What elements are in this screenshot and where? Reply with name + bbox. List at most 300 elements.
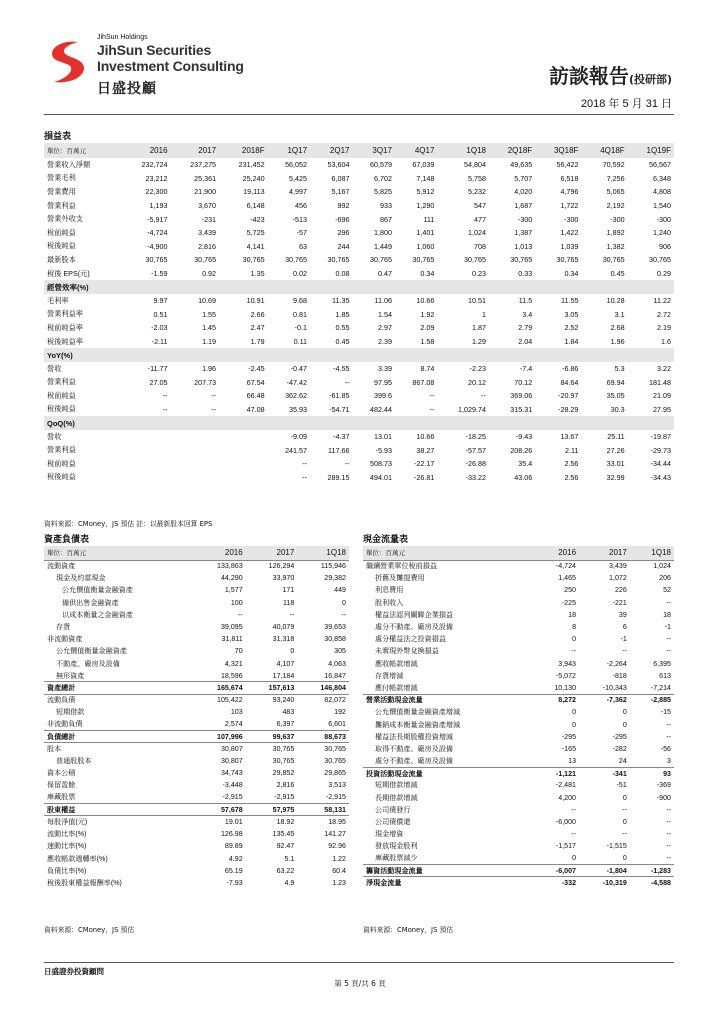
table-cell: -341 [579, 767, 630, 779]
table-cell: 6 [622, 623, 627, 632]
row-label: 公司債償還 [375, 818, 411, 827]
table-cell: -9.09 [290, 432, 308, 442]
group-title: QoQ(%) [44, 416, 674, 430]
row-label: 營業收入淨額 [47, 159, 91, 169]
table-cell: 0.23 [471, 269, 486, 279]
row-label: 公司債發行 [375, 805, 411, 814]
table-cell: -5,917 [147, 214, 168, 224]
table-row [363, 609, 674, 621]
table-cell: -33.22 [465, 472, 486, 482]
group-header-row [44, 280, 674, 294]
table-cell: 1,072 [609, 574, 627, 583]
row-label: 存貨增減 [375, 671, 404, 680]
table-row [363, 621, 674, 633]
table-row [44, 376, 674, 390]
table-cell: -- [289, 610, 295, 619]
table-cell: -34.43 [650, 472, 671, 482]
table-cell: -165 [561, 744, 577, 753]
table-cell: -- [429, 391, 435, 401]
table-cell: 5,825 [373, 187, 392, 197]
report-title-text: 訪談報告 [548, 64, 629, 88]
table-cell: 82,072 [297, 694, 349, 706]
table-row [44, 294, 674, 308]
table-cell: 29,382 [324, 574, 346, 583]
row-label: 資本公積 [47, 769, 76, 778]
table-row [44, 840, 349, 852]
table-cell: 6,702 [373, 173, 392, 183]
table-cell: 613 [659, 671, 671, 680]
table-cell: 2.04 [518, 337, 533, 347]
table-cell: 115,946 [297, 560, 349, 572]
table-cell: -6,000 [555, 818, 577, 827]
table-cell: -332 [532, 877, 579, 889]
row-label: 資產總計 [44, 682, 194, 694]
table-cell: 241.57 [285, 445, 308, 455]
table-cell: 0 [342, 598, 346, 607]
table-cell: 9.68 [293, 296, 308, 306]
table-row [44, 633, 349, 645]
row-label: 短期借款增減 [375, 781, 418, 790]
table-cell: -818 [612, 671, 627, 680]
table-cell: 1.45 [202, 323, 217, 333]
row-label: 處分不動產、廠房及設備 [375, 623, 454, 632]
row-label: 流動資產 [44, 560, 194, 572]
table-cell: 18,596 [220, 671, 243, 680]
table-cell: 2,816 [198, 241, 217, 251]
balance-title: 資產負債表 [44, 535, 90, 545]
table-cell: 60.4 [332, 866, 346, 875]
table-cell: 89.89 [224, 842, 243, 851]
table-row [44, 158, 674, 172]
table-cell: -15 [660, 708, 671, 717]
column-header: 4Q17 [395, 143, 437, 158]
row-label: 現金及約當現金 [56, 574, 106, 583]
header-row [44, 143, 674, 158]
table-cell: -300 [656, 214, 671, 224]
table-cell: 33.01 [606, 459, 625, 469]
brand-chinese: 日盛投顧 [97, 81, 157, 97]
table-cell: 0 [572, 708, 577, 717]
balance-sheet-table [44, 546, 349, 889]
income-title: 損益表 [44, 132, 72, 142]
table-cell: -1,804 [579, 865, 630, 877]
table-cell: 30,765 [463, 255, 486, 265]
table-cell: 27.05 [149, 377, 168, 387]
table-cell: 1.92 [420, 309, 435, 319]
table-cell: 494.01 [369, 472, 392, 482]
table-cell: -900 [656, 793, 671, 802]
table-row [44, 240, 674, 254]
row-label: 處分不動產、廠房及設備 [375, 756, 454, 765]
table-cell: -0.47 [290, 364, 308, 374]
table-cell: 2,574 [224, 720, 243, 729]
table-cell: -- [666, 805, 671, 814]
table-cell: 3,943 [558, 659, 577, 668]
row-label: 負債比率(%) [47, 866, 87, 875]
table-cell: 13.01 [373, 432, 392, 442]
table-cell: 1,240 [653, 228, 671, 238]
table-cell [122, 471, 171, 485]
table-cell: 1.29 [471, 337, 486, 347]
table-cell: 206 [659, 574, 671, 583]
table-cell: -1 [664, 623, 671, 632]
table-cell: 11.55 [560, 296, 579, 306]
table-row [363, 877, 674, 889]
table-cell: 165,674 [194, 682, 246, 694]
row-label: 營業費用 [47, 186, 76, 196]
table-cell: 117.66 [328, 445, 350, 455]
table-cell: 231,452 [238, 160, 265, 170]
table-cell: 3,670 [198, 201, 217, 211]
table-cell: 5.3 [614, 364, 625, 374]
table-cell: 3,439 [579, 560, 630, 572]
table-cell: -- [571, 647, 577, 656]
table-cell: 70 [234, 647, 243, 656]
table-cell [219, 457, 268, 471]
row-label: 營業利益 [47, 377, 76, 387]
table-cell: 0.33 [518, 269, 533, 279]
table-cell: 5.1 [284, 854, 295, 863]
table-cell: 547 [473, 201, 486, 211]
row-label: 短期借款 [56, 708, 85, 717]
row-label: 繼續營業單位稅前損益 [363, 560, 532, 572]
table-cell: 2,816 [276, 781, 295, 790]
table-cell: -- [622, 805, 627, 814]
table-row [44, 457, 674, 471]
row-label: 稅前純益 [47, 390, 76, 400]
table-cell: 11.5 [518, 296, 533, 306]
table-row [363, 584, 674, 596]
brand-holdings: JihSun Holdings [97, 34, 148, 41]
table-cell: 1,892 [606, 228, 625, 238]
table-cell: 0.45 [335, 337, 350, 347]
table-cell: -4.37 [333, 432, 350, 442]
table-cell: 250 [564, 586, 577, 595]
table-cell: 63.22 [276, 866, 295, 875]
table-cell: 4,796 [560, 187, 579, 197]
table-cell: 6,518 [560, 173, 579, 183]
table-cell: 99,637 [246, 731, 298, 743]
table-cell: -- [666, 732, 671, 741]
table-cell: 103 [230, 708, 243, 717]
table-row [44, 804, 349, 816]
header-row [44, 546, 349, 560]
table-row [44, 828, 349, 840]
row-label: 稅前純益 [47, 458, 76, 468]
table-cell: 1,060 [416, 241, 435, 251]
table-cell: -34.44 [650, 459, 671, 469]
table-row [363, 804, 674, 816]
row-label: 稅後純益 [47, 472, 76, 482]
table-cell: 10.28 [606, 296, 625, 306]
table-cell: -5,072 [555, 671, 577, 680]
table-cell: -19.87 [650, 432, 671, 442]
table-cell [171, 443, 220, 457]
table-cell: -231 [201, 214, 217, 224]
table-cell: 4.9 [284, 878, 295, 887]
table-cell: 27.26 [606, 445, 625, 455]
table-row [363, 853, 674, 865]
row-label: 營業利益 [47, 445, 76, 455]
table-cell: 4,107 [276, 659, 295, 668]
table-cell: 3.05 [564, 309, 579, 319]
table-cell: -4,900 [147, 241, 168, 251]
table-cell: 60,579 [369, 160, 392, 170]
table-cell: 6,348 [653, 173, 671, 183]
table-cell: 38.27 [416, 445, 435, 455]
column-header: 2016 [532, 546, 579, 560]
table-cell: 21,900 [194, 187, 217, 197]
table-cell: 16,847 [324, 671, 346, 680]
row-label: 毛利率 [47, 295, 69, 305]
table-cell: 39,095 [220, 623, 243, 632]
row-label: 稅後純益率 [47, 336, 83, 346]
table-cell: 0.02 [293, 269, 308, 279]
table-cell: 57,975 [246, 804, 298, 816]
row-label: 稅後純益 [47, 241, 76, 251]
table-cell: 126.98 [220, 830, 243, 839]
table-cell: 18 [663, 610, 671, 619]
table-cell: 1,449 [373, 241, 392, 251]
table-cell: 35.93 [289, 404, 308, 414]
table-cell: -2.23 [469, 364, 486, 374]
table-cell: -1,283 [630, 865, 674, 877]
table-cell: 237,275 [190, 160, 217, 170]
table-cell: -2,264 [606, 659, 627, 668]
table-cell: 2.97 [377, 323, 392, 333]
table-cell: 30,765 [327, 255, 350, 265]
table-cell: -225 [561, 598, 577, 607]
row-label: 非流動資產 [47, 635, 83, 644]
report-title [549, 60, 672, 89]
table-cell: 8.74 [420, 364, 435, 374]
table-cell: -4.55 [333, 364, 350, 374]
table-cell: 1 [481, 309, 486, 319]
table-cell: 708 [473, 241, 486, 251]
row-label: 備供出售金融資產 [62, 598, 119, 607]
table-cell: -- [211, 404, 217, 414]
table-cell: 8,272 [532, 694, 579, 706]
table-cell: 2.19 [657, 323, 671, 333]
table-cell: -- [666, 647, 671, 656]
table-cell: -- [481, 391, 486, 401]
table-cell: 56,422 [556, 160, 579, 170]
table-cell: -29.73 [650, 445, 671, 455]
table-cell: 92.96 [328, 842, 346, 851]
table-cell: 44,290 [220, 574, 243, 583]
table-row [363, 779, 674, 791]
table-cell: -1.59 [151, 269, 168, 279]
table-cell: 1,039 [560, 241, 579, 251]
table-cell: -- [211, 391, 217, 401]
table-row [363, 718, 674, 730]
table-row [44, 670, 349, 682]
row-label: 以成本衡量之金融資產 [62, 610, 133, 619]
table-cell: 4,020 [514, 187, 533, 197]
table-cell: 5,758 [467, 173, 486, 183]
row-label: 處分權益法之投資損益 [375, 635, 446, 644]
table-row [44, 755, 349, 767]
table-cell: 0 [622, 708, 627, 717]
table-row [363, 572, 674, 584]
table-cell: 508.73 [369, 459, 392, 469]
table-cell: 0 [622, 793, 627, 802]
cashflow-title: 現金流量表 [363, 535, 409, 545]
table-cell: 30,765 [145, 255, 168, 265]
table-cell: 30,765 [272, 757, 295, 766]
table-cell: 5,725 [246, 228, 265, 238]
table-cell: 192 [334, 708, 346, 717]
table-cell: 30,765 [602, 255, 625, 265]
table-cell: 1,401 [416, 228, 435, 238]
table-cell: -2,915 [222, 793, 243, 802]
row-label: 稅後 EPS(元) [47, 268, 90, 278]
row-label: 流動負債 [44, 694, 194, 706]
table-cell: 1.23 [332, 878, 346, 887]
table-cell: 22,300 [145, 187, 168, 197]
table-cell: 56,052 [285, 160, 308, 170]
table-cell: 30,765 [246, 743, 298, 755]
table-cell: -- [666, 598, 671, 607]
unit-label: 單位：百萬元 [44, 546, 194, 560]
unit-label: 單位：百萬元 [44, 143, 122, 158]
group-header-row [44, 348, 674, 362]
table-cell: 483 [282, 708, 295, 717]
table-cell: 30,765 [242, 255, 265, 265]
table-row [44, 185, 674, 199]
table-row [44, 645, 349, 657]
table-cell: 11.06 [374, 296, 392, 306]
brand-line-2: Investment Consulting [97, 58, 244, 74]
table-cell: 1,193 [149, 201, 168, 211]
table-cell: 88,673 [297, 731, 349, 743]
table-cell: -51 [616, 781, 627, 790]
header-divider [44, 114, 674, 115]
table-row [363, 755, 674, 767]
table-cell: 0.92 [202, 269, 217, 279]
table-cell: 27.95 [653, 404, 671, 414]
table-cell: -7.4 [519, 364, 533, 374]
column-header: 3Q18F [535, 143, 581, 158]
row-label: 庫藏股票減少 [375, 854, 418, 863]
table-cell: 19,113 [243, 187, 265, 197]
table-cell: 1.85 [335, 309, 350, 319]
table-cell: 25.11 [607, 432, 625, 442]
table-cell: 0 [572, 854, 577, 863]
table-cell: 362.62 [285, 391, 308, 401]
group-header-row [44, 416, 674, 430]
row-label: 應收帳款增減 [375, 659, 418, 668]
table-cell: -- [622, 647, 627, 656]
table-cell: 1.84 [564, 337, 579, 347]
row-label: 無形資產 [56, 671, 85, 680]
table-cell: 6,087 [331, 173, 350, 183]
table-row [363, 597, 674, 609]
table-cell: 4,997 [289, 187, 308, 197]
income-note: 資料來源：CMoney，JS 預估 註：以最新股本回算 EPS [44, 520, 213, 528]
row-label: 營業利益率 [47, 309, 83, 319]
table-cell [219, 443, 268, 457]
table-row [44, 694, 349, 706]
table-row [44, 308, 674, 322]
table-cell: 17,184 [272, 671, 295, 680]
table-cell: 97.95 [373, 377, 392, 387]
table-cell: 23,212 [145, 173, 168, 183]
table-cell: 2.66 [250, 309, 265, 319]
row-label: 攤銷成本衡量金融資產增減 [375, 720, 461, 729]
table-cell: 30,807 [194, 743, 246, 755]
income-statement-table [44, 143, 674, 484]
table-cell: -2.11 [151, 337, 168, 347]
table-cell: 906 [659, 241, 671, 251]
row-label: 稅後股東權益報酬率(%) [47, 878, 122, 887]
table-cell: 4,200 [558, 793, 577, 802]
row-label: 權益法長期股權投資增減 [375, 732, 454, 741]
row-label: 公允價值衡量金融資產增減 [375, 708, 461, 717]
row-label: 保留盈餘 [47, 781, 76, 790]
cashflow-note: 資料來源：CMoney，JS 預估 [363, 926, 454, 934]
table-row [44, 792, 349, 804]
row-label: 不動產、廠房及設備 [56, 659, 120, 668]
table-cell: 6,397 [276, 720, 295, 729]
table-cell: 32.99 [606, 472, 625, 482]
table-cell: 30,765 [412, 255, 435, 265]
table-cell: 3 [667, 756, 671, 765]
table-cell: -7,362 [579, 694, 630, 706]
table-row [44, 718, 349, 730]
table-cell: 1,422 [560, 228, 579, 238]
table-row [44, 767, 349, 779]
table-cell: -18.25 [465, 432, 486, 442]
footer-company: 日盛證券投資顧問 [44, 967, 104, 976]
table-cell: 30,765 [556, 255, 579, 265]
table-row [44, 779, 349, 791]
row-label: 現金增資 [375, 830, 404, 839]
table-cell: -- [162, 391, 168, 401]
table-cell: 1,687 [514, 201, 533, 211]
row-label: 股本 [44, 743, 194, 755]
table-cell: 315.31 [510, 404, 533, 414]
table-cell: 70.12 [514, 377, 533, 387]
table-cell [122, 430, 171, 444]
row-label: 流動比率(%) [47, 830, 87, 839]
table-cell: -- [666, 842, 671, 851]
column-header: 2Q18F [489, 143, 535, 158]
table-cell: 0.45 [610, 269, 625, 279]
table-cell: 31,811 [221, 635, 243, 644]
table-row [44, 877, 349, 889]
table-cell: -0.1 [294, 323, 308, 333]
table-cell: -- [666, 635, 671, 644]
table-cell: 47.08 [246, 404, 265, 414]
footer-divider [44, 962, 674, 963]
table-cell: 30,765 [324, 757, 346, 766]
table-cell: 6,395 [653, 659, 671, 668]
table-cell: 39 [618, 610, 627, 619]
table-cell: 5,065 [606, 187, 625, 197]
table-cell: 84.64 [560, 377, 579, 387]
table-cell: 6,601 [328, 720, 346, 729]
table-cell: 57,678 [194, 804, 246, 816]
table-row [44, 609, 349, 621]
table-cell: 3,513 [328, 781, 346, 790]
column-header: 2016 [122, 143, 171, 158]
table-cell: 2.56 [564, 459, 579, 469]
table-cell: 2.52 [564, 323, 579, 333]
table-cell: 244 [337, 241, 350, 251]
table-cell: 133,863 [194, 560, 246, 572]
table-cell: 35.05 [606, 391, 625, 401]
